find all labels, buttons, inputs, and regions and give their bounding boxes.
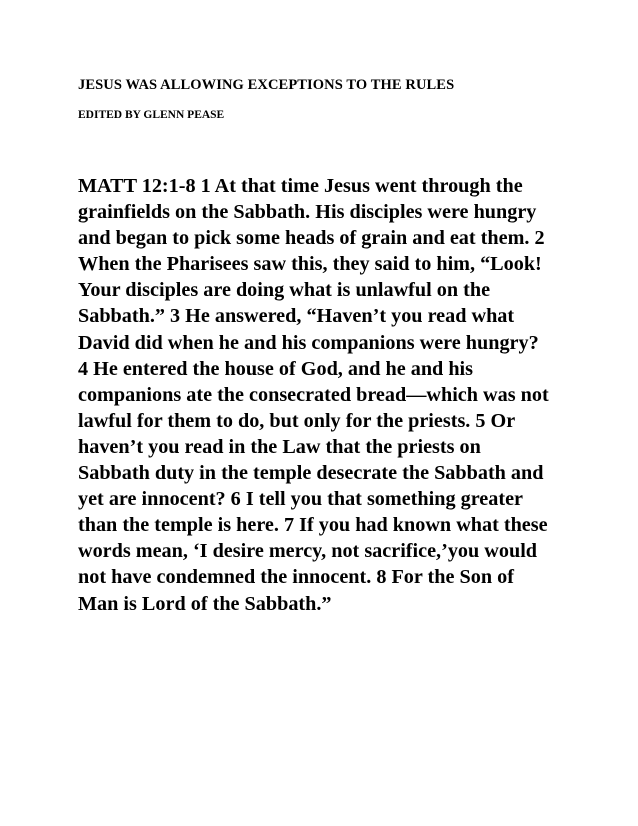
passage-line: haven’t you read in the Law that the priests on	[78, 435, 481, 458]
passage-line: grainfields on the Sabbath. His disciples were hungry	[78, 201, 537, 224]
passage-line: Your disciples are doing what is unlawful on the	[78, 279, 491, 302]
passage-line: words mean, ‘I desire mercy, not sacrifice,’you would	[78, 540, 538, 563]
passage-line: 4 He entered the house of God, and he and his	[78, 357, 474, 380]
document-title: JESUS WAS ALLOWING EXCEPTIONS TO THE RULES	[78, 77, 455, 93]
passage-line: Sabbath duty in the temple desecrate the Sabbath and	[78, 462, 544, 485]
passage-line: MATT 12:1-8 1 At that time Jesus went through the	[78, 175, 523, 197]
passage-line: yet are innocent? 6 I tell you that something greater	[78, 488, 523, 511]
passage-line: Man is Lord of the Sabbath.”	[78, 592, 332, 615]
passage-line: and began to pick some heads of grain and eat them. 2	[78, 227, 545, 250]
passage-line: not have condemned the innocent. 8 For the Son of	[78, 566, 514, 589]
passage-line: companions ate the consecrated bread—which was not	[78, 383, 549, 406]
passage-line: lawful for them to do, but only for the priests. 5 Or	[78, 409, 516, 432]
passage-line: When the Pharisees saw this, they said to him, “Look!	[78, 253, 542, 276]
scripture-passage	[78, 173, 578, 617]
passage-line: Sabbath.” 3 He answered, “Haven’t you read what	[78, 305, 515, 328]
passage-line: David did when he and his companions were hungry?	[78, 331, 539, 354]
document-subtitle: EDITED BY GLENN PEASE	[78, 109, 225, 121]
passage-line: than the temple is here. 7 If you had known what these	[78, 514, 548, 537]
